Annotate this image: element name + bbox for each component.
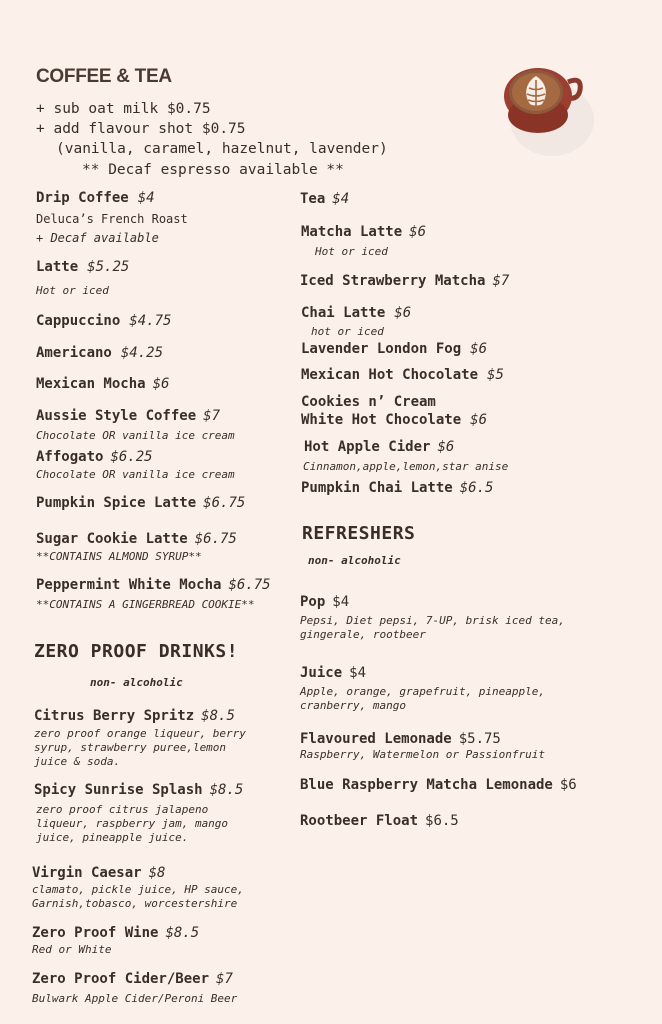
coffee-tea-heading: COFFEE & TEA <box>36 66 172 87</box>
refreshers-subtitle: non- alcoholic <box>308 554 401 567</box>
refreshers-heading: REFRESHERS <box>302 523 416 544</box>
menu-item: Cappuccino $4.75 <box>36 313 172 329</box>
menu-item: Sugar Cookie Latte $6.75 <box>36 531 237 547</box>
menu-item: Aussie Style Coffee $7 <box>36 408 221 424</box>
zero-proof-subtitle: non- alcoholic <box>90 676 183 689</box>
menu-item: Zero Proof Cider/Beer $7 <box>32 971 233 987</box>
item-description: clamato, pickle juice, HP sauce, Garnish,tobasco, worcestershire <box>32 883 244 910</box>
item-description: zero proof orange liqueur, berry syrup, strawberry puree,lemon juice & soda. <box>34 727 246 768</box>
latte-art-cup-icon <box>496 60 596 160</box>
menu-item: Affogato $6.25 <box>36 449 153 465</box>
menu-item: Cookies n’ Cream <box>301 394 436 410</box>
item-description: **CONTAINS ALMOND SYRUP** <box>36 550 202 563</box>
menu-item: Virgin Caesar $8 <box>32 865 166 881</box>
item-description: Deluca’s French Roast <box>36 212 188 226</box>
menu-item: Flavoured Lemonade $5.75 <box>300 731 501 747</box>
item-description: zero proof citrus jalapeno liqueur, raspberry jam, mango juice, pineapple juice. <box>36 803 229 844</box>
menu-item: Pumpkin Chai Latte $6.5 <box>301 480 494 496</box>
oat-milk-note: + sub oat milk $0.75 <box>36 101 211 117</box>
item-description: Cinnamon,apple,lemon,star anise <box>303 460 509 473</box>
item-description: Apple, orange, grapefruit, pineapple, cranberry, mango <box>300 685 546 712</box>
menu-item: Mexican Hot Chocolate $5 <box>301 367 504 383</box>
item-description: **CONTAINS A GINGERBREAD COOKIE** <box>36 598 255 611</box>
menu-item: Iced Strawberry Matcha $7 <box>300 273 510 289</box>
item-description: + Decaf available <box>36 231 159 245</box>
menu-item: Citrus Berry Spritz $8.5 <box>34 708 235 724</box>
decaf-note: ** Decaf espresso available ** <box>82 162 344 178</box>
menu-item: Blue Raspberry Matcha Lemonade $6 <box>300 777 577 793</box>
menu-item: Drip Coffee $4 <box>36 190 155 206</box>
menu-item: Peppermint White Mocha $6.75 <box>36 577 271 593</box>
menu-item: Latte $5.25 <box>36 259 130 275</box>
menu-item: Tea $4 <box>300 191 350 207</box>
flavour-list-note: (vanilla, caramel, hazelnut, lavender) <box>56 141 388 157</box>
item-description: Bulwark Apple Cider/Peroni Beer <box>32 992 238 1005</box>
menu-item: Matcha Latte $6 <box>301 224 427 240</box>
menu-item: Chai Latte $6 <box>301 305 412 321</box>
zero-proof-heading: ZERO PROOF DRINKS! <box>34 641 239 662</box>
menu-item: Americano $4.25 <box>36 345 164 361</box>
item-description: Chocolate OR vanilla ice cream <box>36 429 235 442</box>
item-description: Hot or iced <box>36 284 109 297</box>
item-description: Raspberry, Watermelon or Passionfruit <box>300 748 546 761</box>
menu-item: Lavender London Fog $6 <box>301 341 488 357</box>
menu-item: Mexican Mocha $6 <box>36 376 170 392</box>
menu-item: Spicy Sunrise Splash $8.5 <box>34 782 244 798</box>
menu-item: Zero Proof Wine $8.5 <box>32 925 200 941</box>
menu-item: Hot Apple Cider $6 <box>304 439 455 455</box>
item-description: Hot or iced <box>315 245 388 258</box>
flavour-shot-note: + add flavour shot $0.75 <box>36 121 246 137</box>
menu-item: White Hot Chocolate $6 <box>301 412 488 428</box>
menu-item: Pumpkin Spice Latte $6.75 <box>36 495 246 511</box>
item-description: Chocolate OR vanilla ice cream <box>36 468 235 481</box>
item-description: hot or iced <box>311 325 384 338</box>
item-description: Pepsi, Diet pepsi, 7-UP, brisk iced tea, gingerale, rootbeer <box>300 614 565 641</box>
menu-item: Rootbeer Float $6.5 <box>300 813 459 829</box>
menu-item: Juice $4 <box>300 665 367 681</box>
item-description: Red or White <box>32 943 112 956</box>
menu-item: Pop $4 <box>300 594 350 610</box>
